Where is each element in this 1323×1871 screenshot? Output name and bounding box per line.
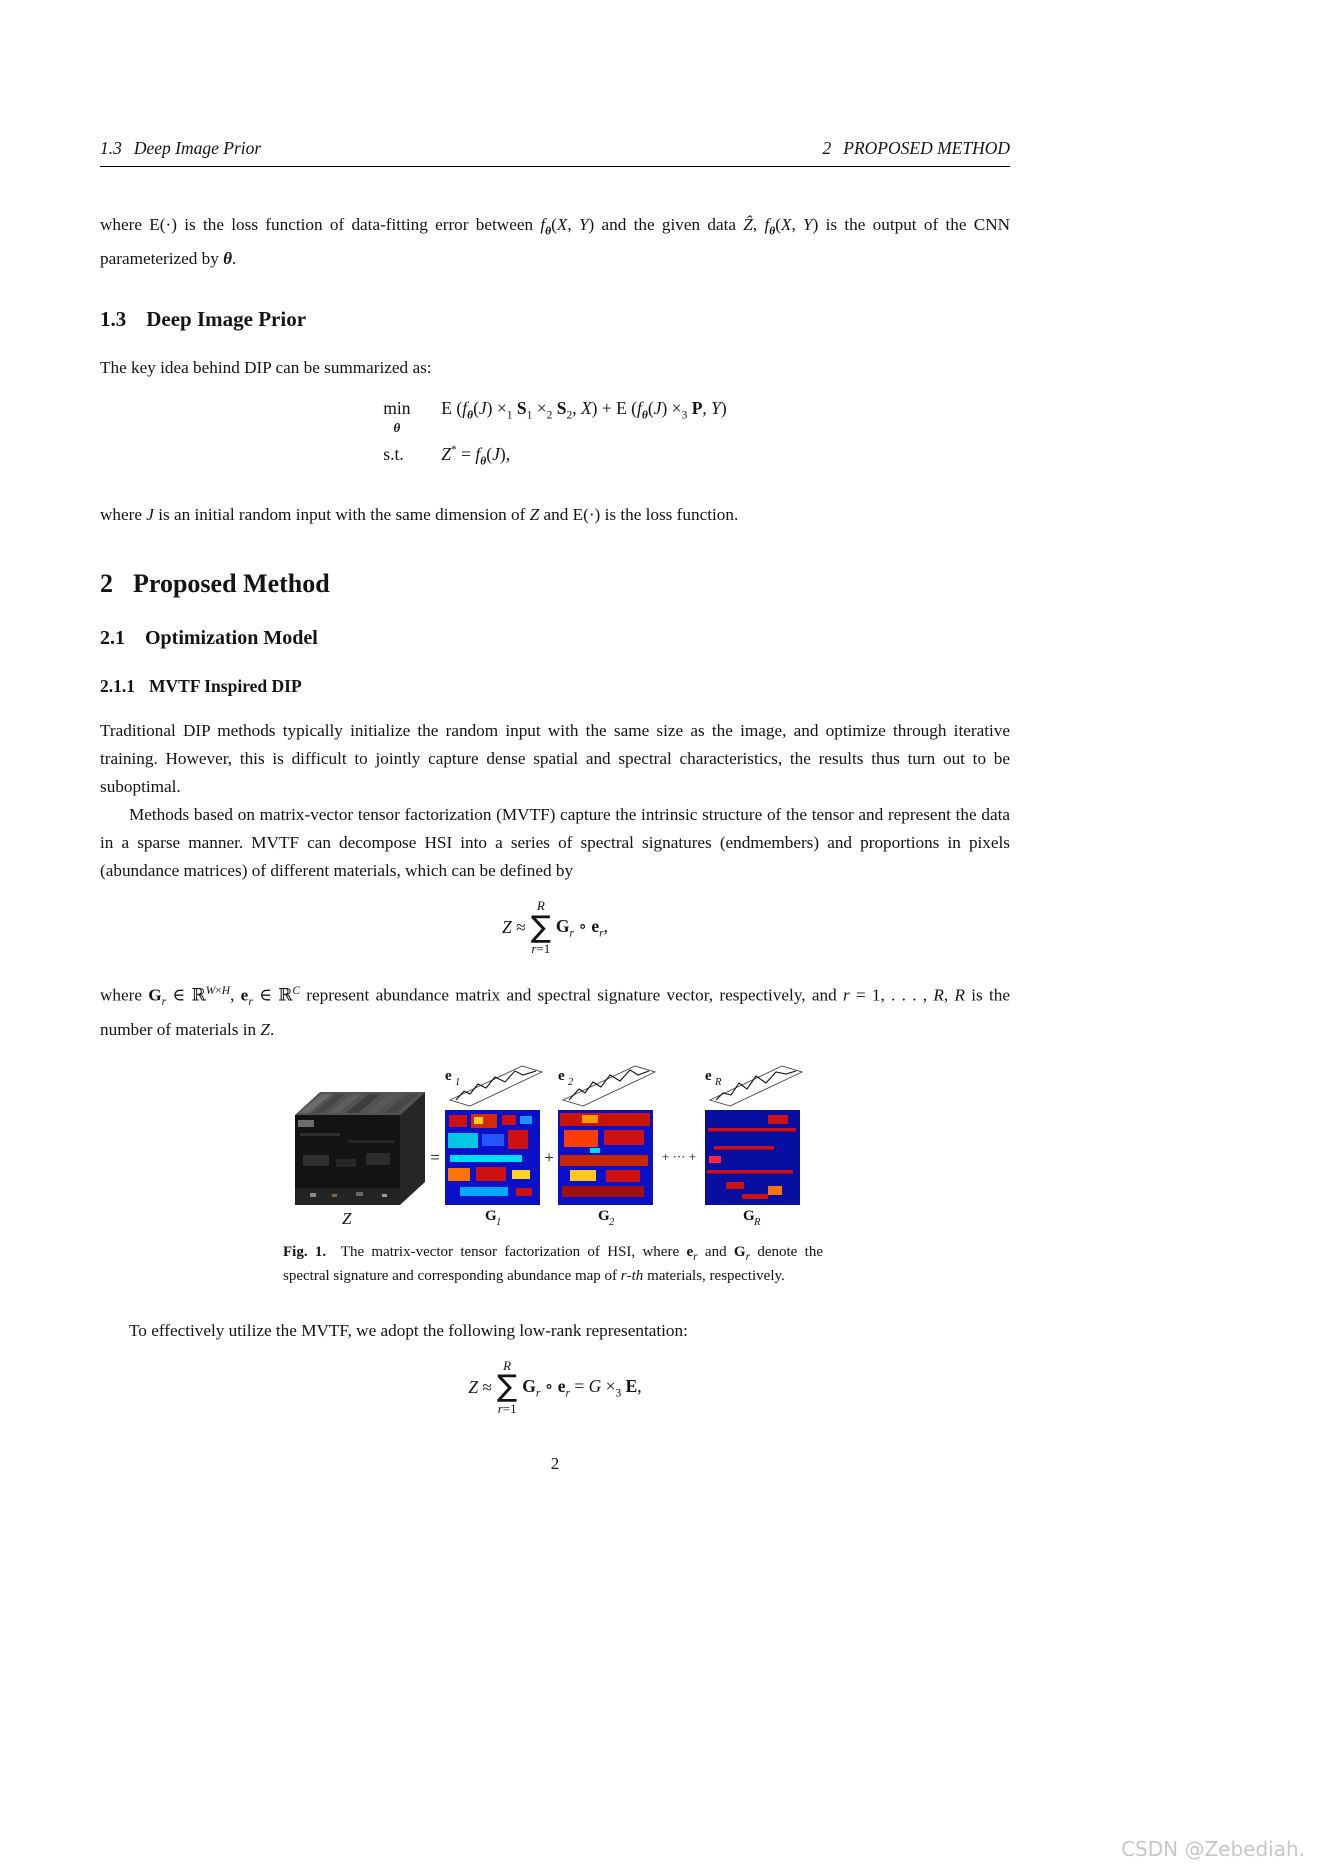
equation-dip bbox=[100, 398, 1010, 477]
header-rule bbox=[100, 166, 1010, 167]
page-content bbox=[100, 0, 1010, 1474]
eR-label: e bbox=[705, 1067, 712, 1084]
section-heading-2 bbox=[100, 569, 1010, 599]
e2-label-sub: 2 bbox=[568, 1076, 574, 1088]
running-header-left-title: Deep Image Prior bbox=[133, 138, 262, 158]
running-header-right-number: 2 bbox=[822, 138, 832, 158]
spectral-curve-R bbox=[710, 1066, 802, 1106]
equation-mvtf bbox=[100, 899, 1010, 956]
abundance-map-R bbox=[705, 1110, 800, 1205]
abundance-map-2 bbox=[558, 1110, 653, 1205]
eR-label-sub: R bbox=[715, 1076, 722, 1088]
abundance-map-1 bbox=[445, 1110, 540, 1205]
equals-sign: = bbox=[430, 1147, 440, 1167]
spectral-curve-2 bbox=[563, 1066, 655, 1106]
section-number: 2.1 bbox=[100, 627, 125, 650]
section-heading-2-1-1 bbox=[100, 676, 1010, 697]
section-title: Deep Image Prior bbox=[146, 307, 307, 332]
hsi-cube-image bbox=[295, 1092, 425, 1205]
paragraph-intro: where E(·) is the loss function of data-fitting error between $f_\theta(X$, Y) and the given data Ẑ, $f_\theta(X$, Y) is the output of the CNN parameterized by θ. bbox=[100, 215, 1011, 269]
figure-1 bbox=[290, 1060, 830, 1237]
equation-lowrank-rhs: $G_r$ ∘ $e_r = G \times_3$ E, bbox=[522, 1375, 642, 1399]
subject-to-label: s.t. bbox=[383, 443, 404, 464]
paragraph-dip-lead: The key idea behind DIP can be summarized as: bbox=[100, 358, 432, 378]
paragraph-mvtf-2: Methods based on matrix-vector tensor factorization (MVTF) capture the intrinsic structure of the tensor and represent the data in a sparse manner. MVTF can decompose HSI into a series of spectral signatures (endmembers) and proportions in pixels (abundance matrices) of different materials, which can be defined by bbox=[100, 805, 1010, 881]
cube-label: Z bbox=[342, 1208, 352, 1228]
summation-symbol: R ∑ r=1 bbox=[530, 898, 551, 957]
paragraph-mvtf-1: Traditional DIP methods typically initialize the random input with the same size as the image, and optimize through iterative training. However, this is difficult to jointly capture dense spatial and spectral characteristics, the results thus turn out to be suboptimal. bbox=[100, 721, 1010, 797]
equation-lowrank bbox=[100, 1359, 1010, 1416]
section-title: MVTF Inspired DIP bbox=[149, 676, 302, 697]
g1-label: G bbox=[485, 1207, 497, 1224]
e1-label-sub: 1 bbox=[455, 1076, 461, 1088]
plus-sign: + bbox=[544, 1147, 554, 1167]
section-title: Proposed Method bbox=[133, 569, 330, 599]
paragraph-mvtf-3: To effectively utilize the MVTF, we adopt the following low-rank representation: bbox=[129, 1320, 688, 1340]
section-number: 2 bbox=[100, 569, 113, 599]
figure-1-caption: Fig. 1. The matrix-vector tensor factorization of HSI, where $e_r$ and $G_r$ denote the spectral signature and corresponding abundance map of r-th materials, respectively. bbox=[283, 1243, 823, 1285]
plus-dots-plus-sign: + ··· + bbox=[661, 1148, 697, 1164]
paragraph-after-eq2: where $G_r$ ∈ ℝ$^{W\times H}$, $e_r$ ∈ ℝ$^C$ represent abundance matrix and spectral signature vector, respectively, and r = 1, . . . , R, R is the number of materials in Z. bbox=[100, 984, 1010, 1039]
equation-dip-line1: E ($f_\theta(J) \times_1$ $S_1 \times_2$ $S_2$, X) + E ($f_\theta(J) \times_3$ P, Y) bbox=[441, 398, 727, 422]
page-number: 2 bbox=[550, 1453, 560, 1473]
section-heading-1-3 bbox=[100, 307, 1010, 332]
e1-label: e bbox=[445, 1067, 452, 1084]
summation-symbol: R ∑ r=1 bbox=[497, 1357, 518, 1416]
equation-mvtf-rhs: $G_r$ ∘ $e_r$, bbox=[555, 916, 609, 940]
equation-lowrank-lhs: Z ≈ bbox=[468, 1376, 493, 1397]
running-header-right bbox=[823, 138, 1010, 159]
gR-label-sub: R bbox=[754, 1216, 761, 1228]
paragraph-after-eq1: where J is an initial random input with the same dimension of Z and E(·) is the loss function. bbox=[100, 505, 739, 525]
section-title: Optimization Model bbox=[145, 627, 318, 650]
gR-label: G bbox=[743, 1207, 755, 1224]
e2-label: e bbox=[558, 1067, 565, 1084]
section-number: 1.3 bbox=[100, 307, 127, 332]
running-header bbox=[100, 0, 1010, 159]
spectral-curve-1 bbox=[450, 1066, 542, 1106]
g2-label-sub: 2 bbox=[609, 1216, 615, 1228]
running-header-left-number: 1.3 bbox=[100, 138, 122, 158]
section-heading-2-1 bbox=[100, 627, 1010, 650]
min-operator: min θ bbox=[383, 398, 411, 435]
figure-1-graphic bbox=[290, 1060, 825, 1232]
equation-dip-line2: $Z^* = f_\theta(J)$, bbox=[441, 443, 511, 468]
running-header-left bbox=[100, 138, 261, 159]
running-header-right-title: PROPOSED METHOD bbox=[843, 138, 1010, 158]
g1-label-sub: 1 bbox=[496, 1216, 502, 1228]
section-number: 2.1.1 bbox=[100, 676, 135, 697]
watermark: CSDN @Zebediah. bbox=[1121, 1837, 1305, 1861]
g2-label: G bbox=[598, 1207, 610, 1224]
equation-mvtf-lhs: Z ≈ bbox=[501, 917, 526, 938]
